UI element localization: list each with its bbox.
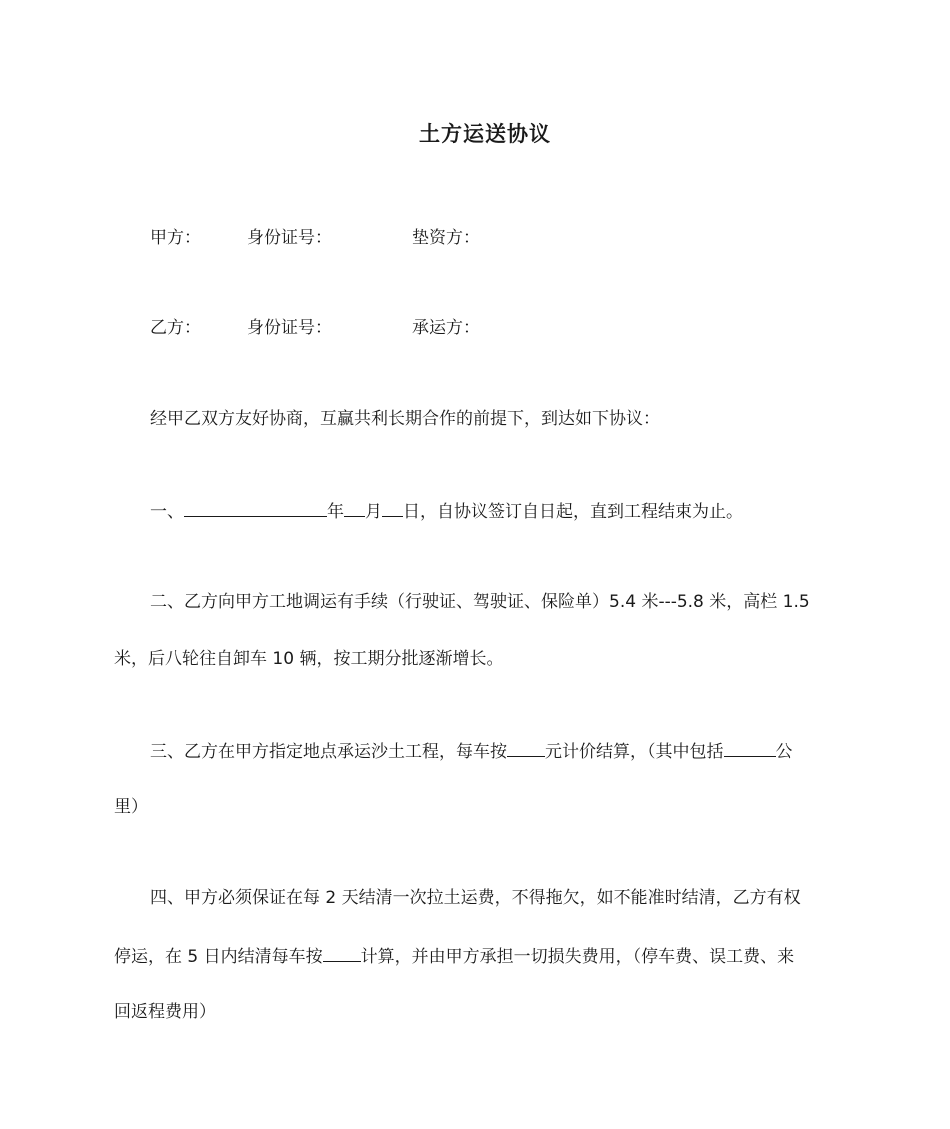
clause-3-part-2: 元计价结算，（其中包括 [545,742,724,762]
clause-3-text-2: 里） [114,797,148,817]
clause-2-line-1 [150,590,810,614]
clause-3-part-3: 公 [775,742,793,762]
party-a-role-label: 垫资方： [412,228,480,248]
clause-3-part-1: 三、乙方在甲方指定地点承运沙土工程，每车按 [150,742,507,762]
price-blank [507,738,545,757]
intro-paragraph [150,407,660,431]
distance-blank [724,738,776,757]
day-blank [382,498,403,517]
clause-2-text-1: 二、乙方向甲方工地调运有手续（行驶证、驾驶证、保险单）5.4 米---5.8 米，高栏 1.5 [150,592,810,612]
clause-4-line-2 [114,943,794,969]
intro-text: 经甲乙双方友好协商，互赢共利长期合作的前提下，到达如下协议： [150,409,660,429]
clause-4-part-1: 停运，在 5 日内结清每车按 [114,947,323,967]
clause-1-month: 月 [365,502,382,522]
clause-2-text-2: 米，后八轮往自卸车 10 辆，按工期分批逐渐增长。 [114,649,504,669]
clause-1-rest: 日，自协议签订自日起，直到工程结束为止。 [403,502,743,522]
clause-3-line-2 [114,795,148,819]
clause-4-line-1 [150,886,801,910]
clause-4-part-2: 计算，并由甲方承担一切损失费用，（停车费、误工费、来 [360,947,795,967]
party-b-label: 乙方： [150,318,201,338]
party-a-id-label: 身份证号： [247,228,332,248]
date-blank [184,498,327,517]
clause-4-line-3 [114,1000,216,1024]
clause-4-text-3: 回返程费用） [114,1002,216,1022]
penalty-blank [323,943,361,962]
clause-1-prefix: 一、 [150,502,184,522]
document-title: 土方运送协议 [419,122,551,146]
clause-3-line-1 [150,738,793,764]
clause-4-text-1: 四、甲方必须保证在每 2 天结清一次拉土运费，不得拖欠，如不能准时结清，乙方有权 [150,888,801,908]
month-blank [344,498,365,517]
clause-1 [150,498,743,524]
party-b-role-label: 承运方： [412,318,480,338]
party-b-id-label: 身份证号： [247,318,332,338]
party-a-label: 甲方： [150,228,201,248]
clause-1-year: 年 [327,502,344,522]
clause-2-line-2 [114,647,503,671]
